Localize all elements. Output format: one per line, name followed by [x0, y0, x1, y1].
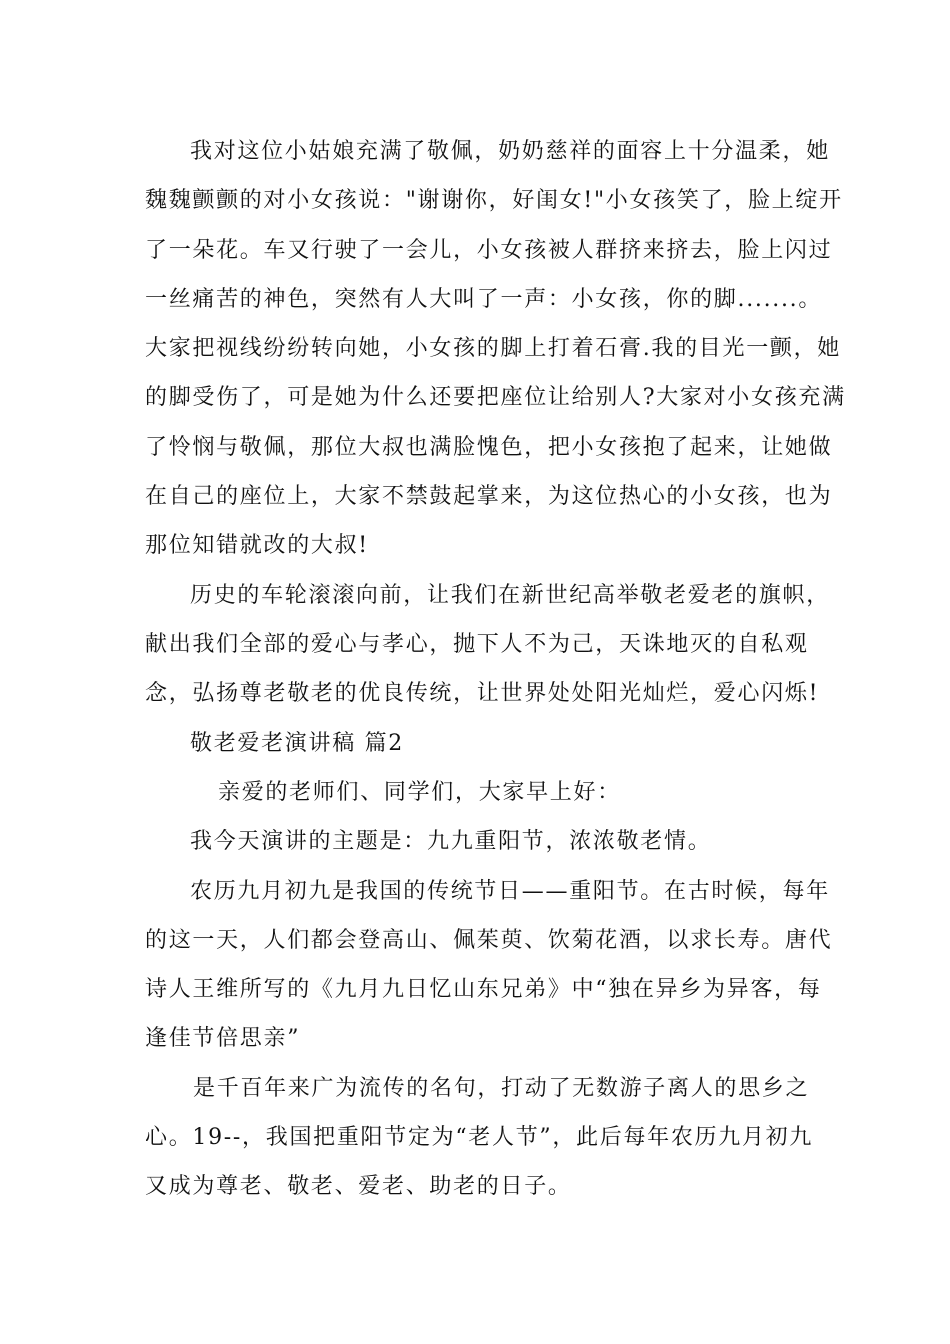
- paragraph-line: 了一朵花。车又行驶了一会儿，小女孩被人群挤来挤去，脸上闪过: [145, 238, 833, 263]
- paragraph-line: 又成为尊老、敬老、爱老、助老的日子。: [145, 1174, 572, 1199]
- paragraph-line: 历史的车轮滚滚向前，让我们在新世纪高举敬老爱老的旗帜，: [190, 583, 830, 608]
- paragraph-line: 大家把视线纷纷转向她，小女孩的脚上打着石膏.我的目光一颤，她: [145, 336, 841, 361]
- paragraph-line: 魏魏颤颤的对小女孩说："谢谢你，好闺女!"小女孩笑了，脸上绽开: [145, 188, 843, 213]
- paragraph-line: 的脚受伤了，可是她为什么还要把座位让给别人?大家对小女孩充满: [145, 385, 846, 410]
- paragraph-line: 一丝痛苦的神色，突然有人大叫了一声：小女孩，你的脚.......。: [145, 287, 823, 312]
- paragraph-line: 那位知错就改的大叔!: [145, 533, 369, 558]
- section-heading: 敬老爱老演讲稿 篇2: [190, 731, 404, 756]
- paragraph-line: 的这一天，人们都会登高山、佩茱萸、饮菊花酒，以求长寿。唐代: [145, 928, 833, 953]
- paragraph-line: 是千百年来广为流传的名句，打动了无数游子离人的思乡之: [193, 1076, 810, 1101]
- paragraph-line: 农历九月初九是我国的传统节日——重阳节。在古时候，每年: [190, 879, 830, 904]
- paragraph-line: 我对这位小姑娘充满了敬佩，奶奶慈祥的面容上十分温柔，她: [190, 139, 830, 164]
- salutation-line: 亲爱的老师们、同学们，大家早上好：: [218, 780, 621, 805]
- paragraph-line: 诗人王维所写的《九月九日忆山东兄弟》中“独在异乡为异客，每: [145, 977, 822, 1002]
- paragraph-line: 在自己的座位上，大家不禁鼓起掌来，为这位热心的小女孩，也为: [145, 484, 833, 509]
- paragraph-line: 了怜悯与敬佩，那位大叔也满脸愧色，把小女孩抱了起来，让她做: [145, 435, 833, 460]
- paragraph-line: 逢佳节倍思亲”: [145, 1026, 301, 1051]
- paragraph-line: 心。19--，我国把重阳节定为“老人节”，此后每年农历九月初九: [145, 1125, 814, 1150]
- paragraph-line: 献出我们全部的爱心与孝心，抛下人不为己，天诛地灭的自私观: [145, 632, 809, 657]
- paragraph-line: 念，弘扬尊老敬老的优良传统，让世界处处阳光灿烂，爱心闪烁!: [145, 681, 820, 706]
- paragraph-line: 我今天演讲的主题是：九九重阳节，浓浓敬老情。: [190, 829, 712, 854]
